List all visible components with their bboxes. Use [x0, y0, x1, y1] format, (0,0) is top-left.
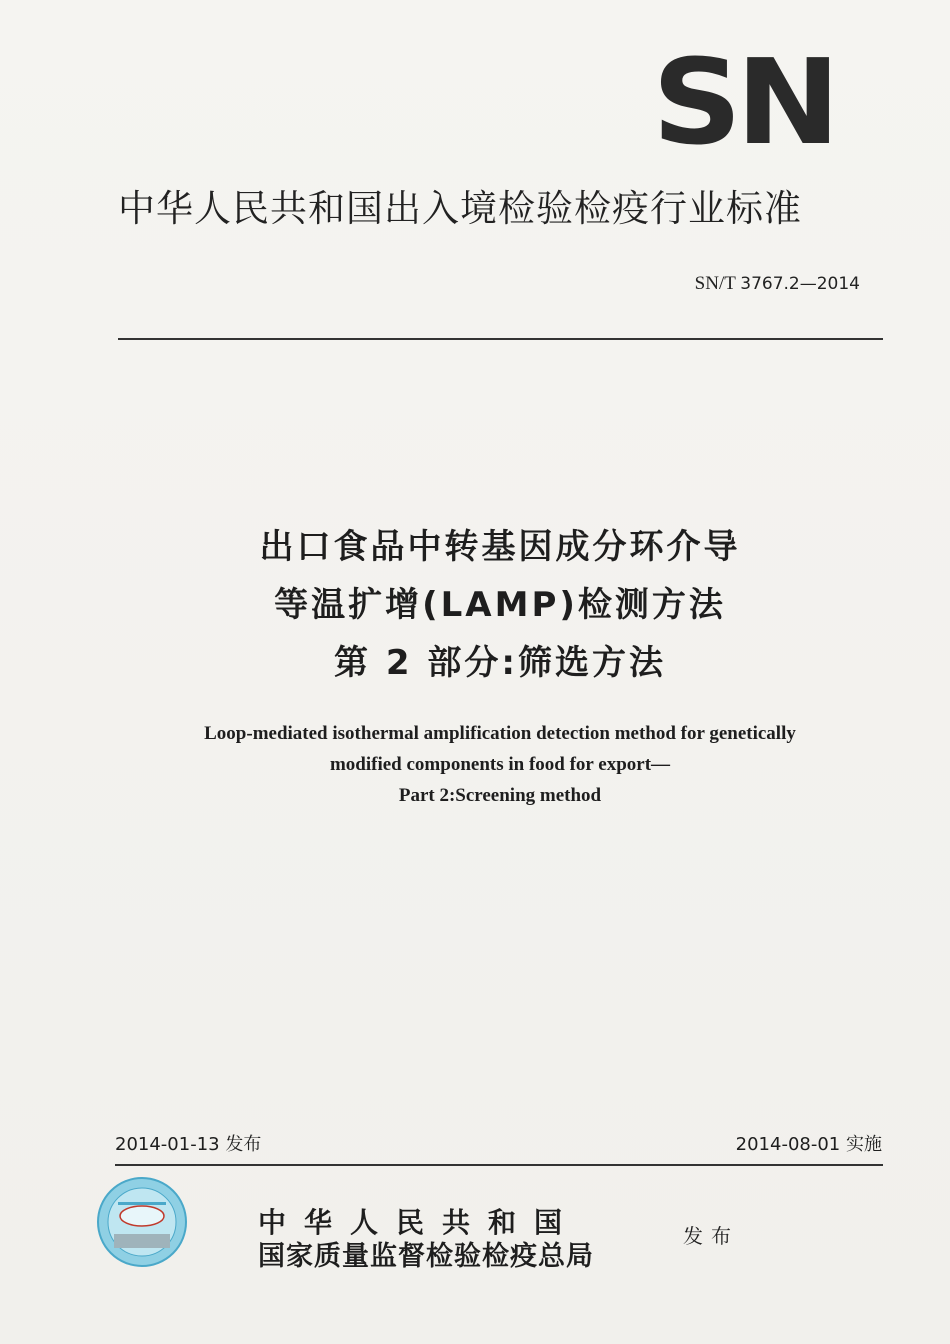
english-title-line-3: Part 2:Screening method	[398, 785, 602, 806]
anti-counterfeit-seal-icon	[96, 1176, 188, 1268]
chinese-title-line-2: 等温扩增(LAMP)检测方法	[274, 585, 726, 625]
sn-logo: SN	[652, 33, 835, 171]
chinese-title-line-3: 第 2 部分:筛选方法	[334, 643, 666, 683]
issuing-authority	[258, 1206, 594, 1274]
issue-date: 2014-01-13 发布	[115, 1134, 262, 1155]
effective-date: 2014-08-01 实施	[735, 1134, 882, 1155]
english-title-line-2: modified components in food for export—	[329, 754, 671, 775]
industry-standard-title: 中华人民共和国出入境检验检疫行业标准	[118, 187, 802, 230]
chinese-title-line-1: 出口食品中转基因成分环介导	[259, 527, 741, 567]
english-title-line-1: Loop-mediated isothermal amplification detection method for genetically	[204, 723, 796, 744]
standard-prefix: SN/T	[694, 273, 736, 294]
standard-number-value: 3767.2—2014	[740, 274, 860, 294]
standard-number	[695, 271, 860, 297]
issue-label: 发布	[683, 1224, 739, 1248]
chinese-title	[100, 518, 900, 692]
issuer-line-2: 国家质量监督检验检疫总局	[258, 1241, 594, 1272]
english-title	[100, 718, 900, 811]
footer-divider	[115, 1164, 883, 1166]
header-divider	[118, 338, 883, 340]
issuer-line-1: 中华人民共和国	[258, 1206, 581, 1239]
